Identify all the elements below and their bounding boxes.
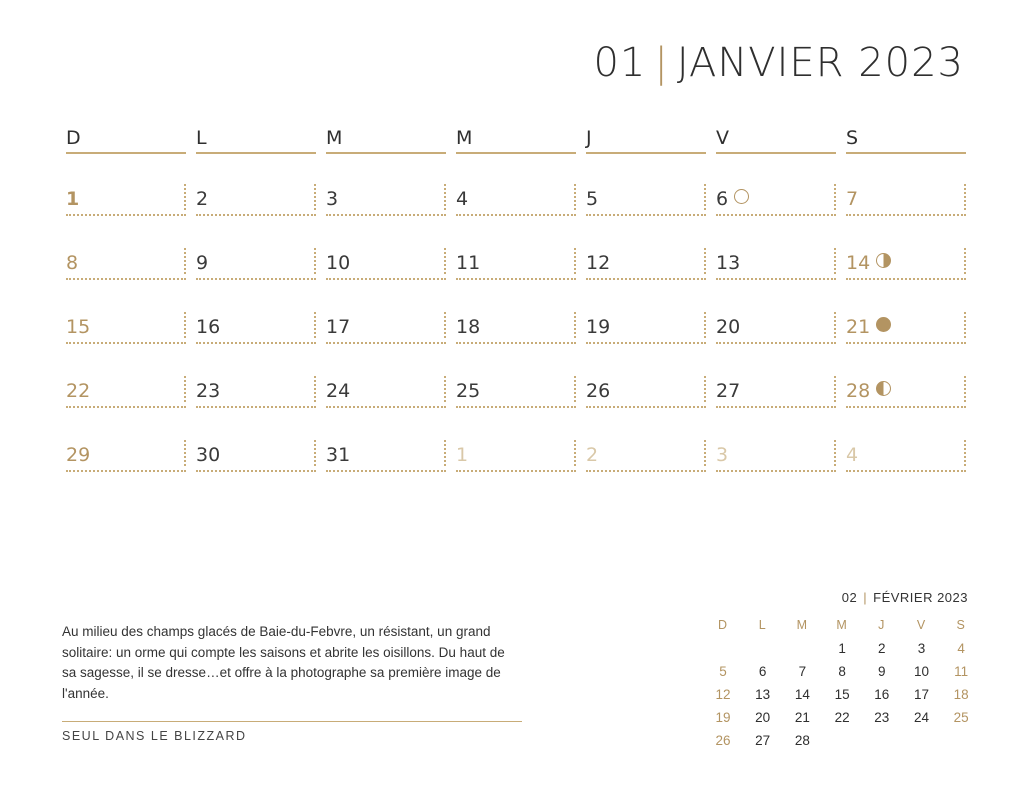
day-number: 3 (326, 188, 339, 210)
day-number: 28 (846, 380, 871, 402)
mini-day-number: 8 (838, 664, 846, 679)
mini-day-number: 6 (758, 664, 767, 679)
day-number: 23 (196, 380, 221, 402)
day-cell (846, 376, 966, 408)
mini-weekday-header: M (796, 618, 809, 632)
day-cell (456, 312, 576, 344)
day-cell (586, 248, 706, 280)
day-cell (326, 312, 446, 344)
mini-weekday-header: D (717, 618, 729, 632)
day-cell (846, 248, 966, 280)
weekday-header: L (196, 124, 316, 154)
caption-divider (62, 721, 522, 722)
weekday-header: V (716, 124, 836, 154)
day-number: 26 (586, 380, 611, 402)
weekday-header: M (326, 124, 446, 154)
day-number: 11 (456, 252, 481, 274)
day-cell (716, 312, 836, 344)
title-separator: | (654, 40, 669, 86)
mini-day-number: 7 (798, 664, 807, 679)
mini-day-number: 25 (953, 710, 969, 725)
mini-day-number: 26 (715, 733, 731, 748)
mini-month-name: FÉVRIER 2023 (873, 590, 968, 605)
mini-day-number: 3 (917, 641, 926, 656)
day-cell (586, 440, 706, 472)
mini-day-number: 28 (794, 733, 810, 748)
photo-caption: Au milieu des champs glacés de Baie-du-Febvre, un résistant, un grand solitaire: un orme qui compte les saisons et abrite les oisillons. Du haut de sa sagesse, il se dresse…et offre à la photographe sa première image de l'année. (62, 624, 505, 701)
day-number: 7 (846, 188, 859, 210)
day-cell (326, 440, 446, 472)
photo-title: SEUL DANS LE BLIZZARD (62, 729, 247, 743)
mini-day-number: 13 (755, 687, 771, 702)
day-number: 12 (586, 252, 611, 274)
day-number: 14 (846, 252, 871, 274)
weekday-header: S (846, 124, 966, 154)
day-number: 22 (66, 380, 91, 402)
day-cell (66, 440, 186, 472)
day-cell (716, 184, 836, 216)
day-number: 21 (846, 316, 871, 338)
day-cell (846, 312, 966, 344)
mini-weekday-header: S (956, 618, 966, 632)
weekday-header: D (66, 124, 186, 154)
day-number: 1 (66, 188, 80, 210)
day-number: 17 (326, 316, 351, 338)
weekday-header-row (66, 124, 966, 154)
day-cell (66, 248, 186, 280)
day-cell (196, 248, 316, 280)
day-number: 3 (716, 444, 729, 466)
day-cell (66, 312, 186, 344)
first-quarter-moon-icon (876, 253, 891, 268)
weekday-header: M (456, 124, 576, 154)
day-cell (196, 440, 316, 472)
day-cell (456, 248, 576, 280)
full-moon-icon (876, 317, 891, 332)
day-number: 15 (66, 316, 91, 338)
day-number: 25 (456, 380, 481, 402)
mini-day-number: 23 (874, 710, 890, 725)
mini-day-number: 2 (878, 641, 886, 656)
day-cell (456, 184, 576, 216)
day-cell (326, 184, 446, 216)
day-cell (846, 440, 966, 472)
day-cell (586, 312, 706, 344)
weekday-header: J (586, 124, 706, 154)
day-cell (586, 376, 706, 408)
mini-weekday-header: J (878, 618, 886, 632)
mini-day-number: 19 (715, 710, 731, 725)
mini-day-number: 11 (954, 664, 969, 679)
day-number: 2 (586, 444, 599, 466)
day-cell (66, 184, 186, 216)
day-number: 31 (326, 444, 351, 466)
mini-day-number: 1 (838, 641, 846, 656)
mini-day-number: 14 (794, 687, 810, 702)
day-cell (196, 312, 316, 344)
day-cell (716, 376, 836, 408)
new-moon-icon (734, 189, 749, 204)
mini-weekday-header: V (916, 618, 927, 632)
day-number: 27 (716, 380, 741, 402)
month-number: 01 (593, 40, 647, 86)
day-number: 4 (846, 444, 859, 466)
mini-day-number: 24 (913, 710, 930, 725)
day-number: 9 (196, 252, 209, 274)
mini-calendar-title (842, 590, 968, 605)
mini-weekday-header: L (758, 618, 767, 632)
day-cell (716, 248, 836, 280)
day-cell (846, 184, 966, 216)
day-number: 19 (586, 316, 611, 338)
mini-day-number: 20 (755, 710, 771, 725)
mini-day-number: 12 (715, 687, 731, 702)
mini-day-number: 27 (755, 733, 771, 748)
last-quarter-moon-icon (876, 381, 891, 396)
day-cell (66, 376, 186, 408)
day-number: 4 (456, 188, 469, 210)
month-name: JANVIER 2023 (676, 40, 964, 86)
day-number: 6 (716, 188, 729, 210)
day-number: 2 (196, 188, 209, 210)
day-number: 16 (196, 316, 221, 338)
mini-day-number: 4 (957, 641, 965, 656)
mini-day-number: 18 (953, 687, 969, 702)
mini-day-number: 5 (719, 664, 727, 679)
day-number: 10 (326, 252, 351, 274)
day-cell (586, 184, 706, 216)
day-number: 5 (586, 188, 599, 210)
day-number: 29 (66, 444, 91, 466)
day-number: 20 (716, 316, 741, 338)
mini-day-number: 15 (834, 687, 850, 702)
mini-day-number: 17 (913, 687, 930, 702)
day-cell (716, 440, 836, 472)
day-number: 18 (456, 316, 481, 338)
mini-month-number: 02 (841, 590, 858, 605)
day-cell (196, 184, 316, 216)
day-cell (326, 376, 446, 408)
day-number: 24 (326, 380, 351, 402)
day-number: 8 (66, 252, 79, 274)
mini-day-number: 16 (874, 687, 890, 702)
mini-weekday-header: M (836, 618, 848, 632)
mini-day-number: 10 (913, 664, 930, 679)
day-cell (456, 440, 576, 472)
mini-day-number: 9 (878, 664, 886, 679)
mini-day-number: 22 (834, 710, 850, 725)
day-cell (456, 376, 576, 408)
mini-day-number: 21 (794, 710, 810, 725)
day-number: 13 (716, 252, 741, 274)
day-cell (326, 248, 446, 280)
day-number: 1 (456, 444, 469, 466)
day-number: 30 (196, 444, 221, 466)
mini-title-separator: | (863, 590, 868, 605)
page-title (593, 40, 964, 86)
day-cell (196, 376, 316, 408)
